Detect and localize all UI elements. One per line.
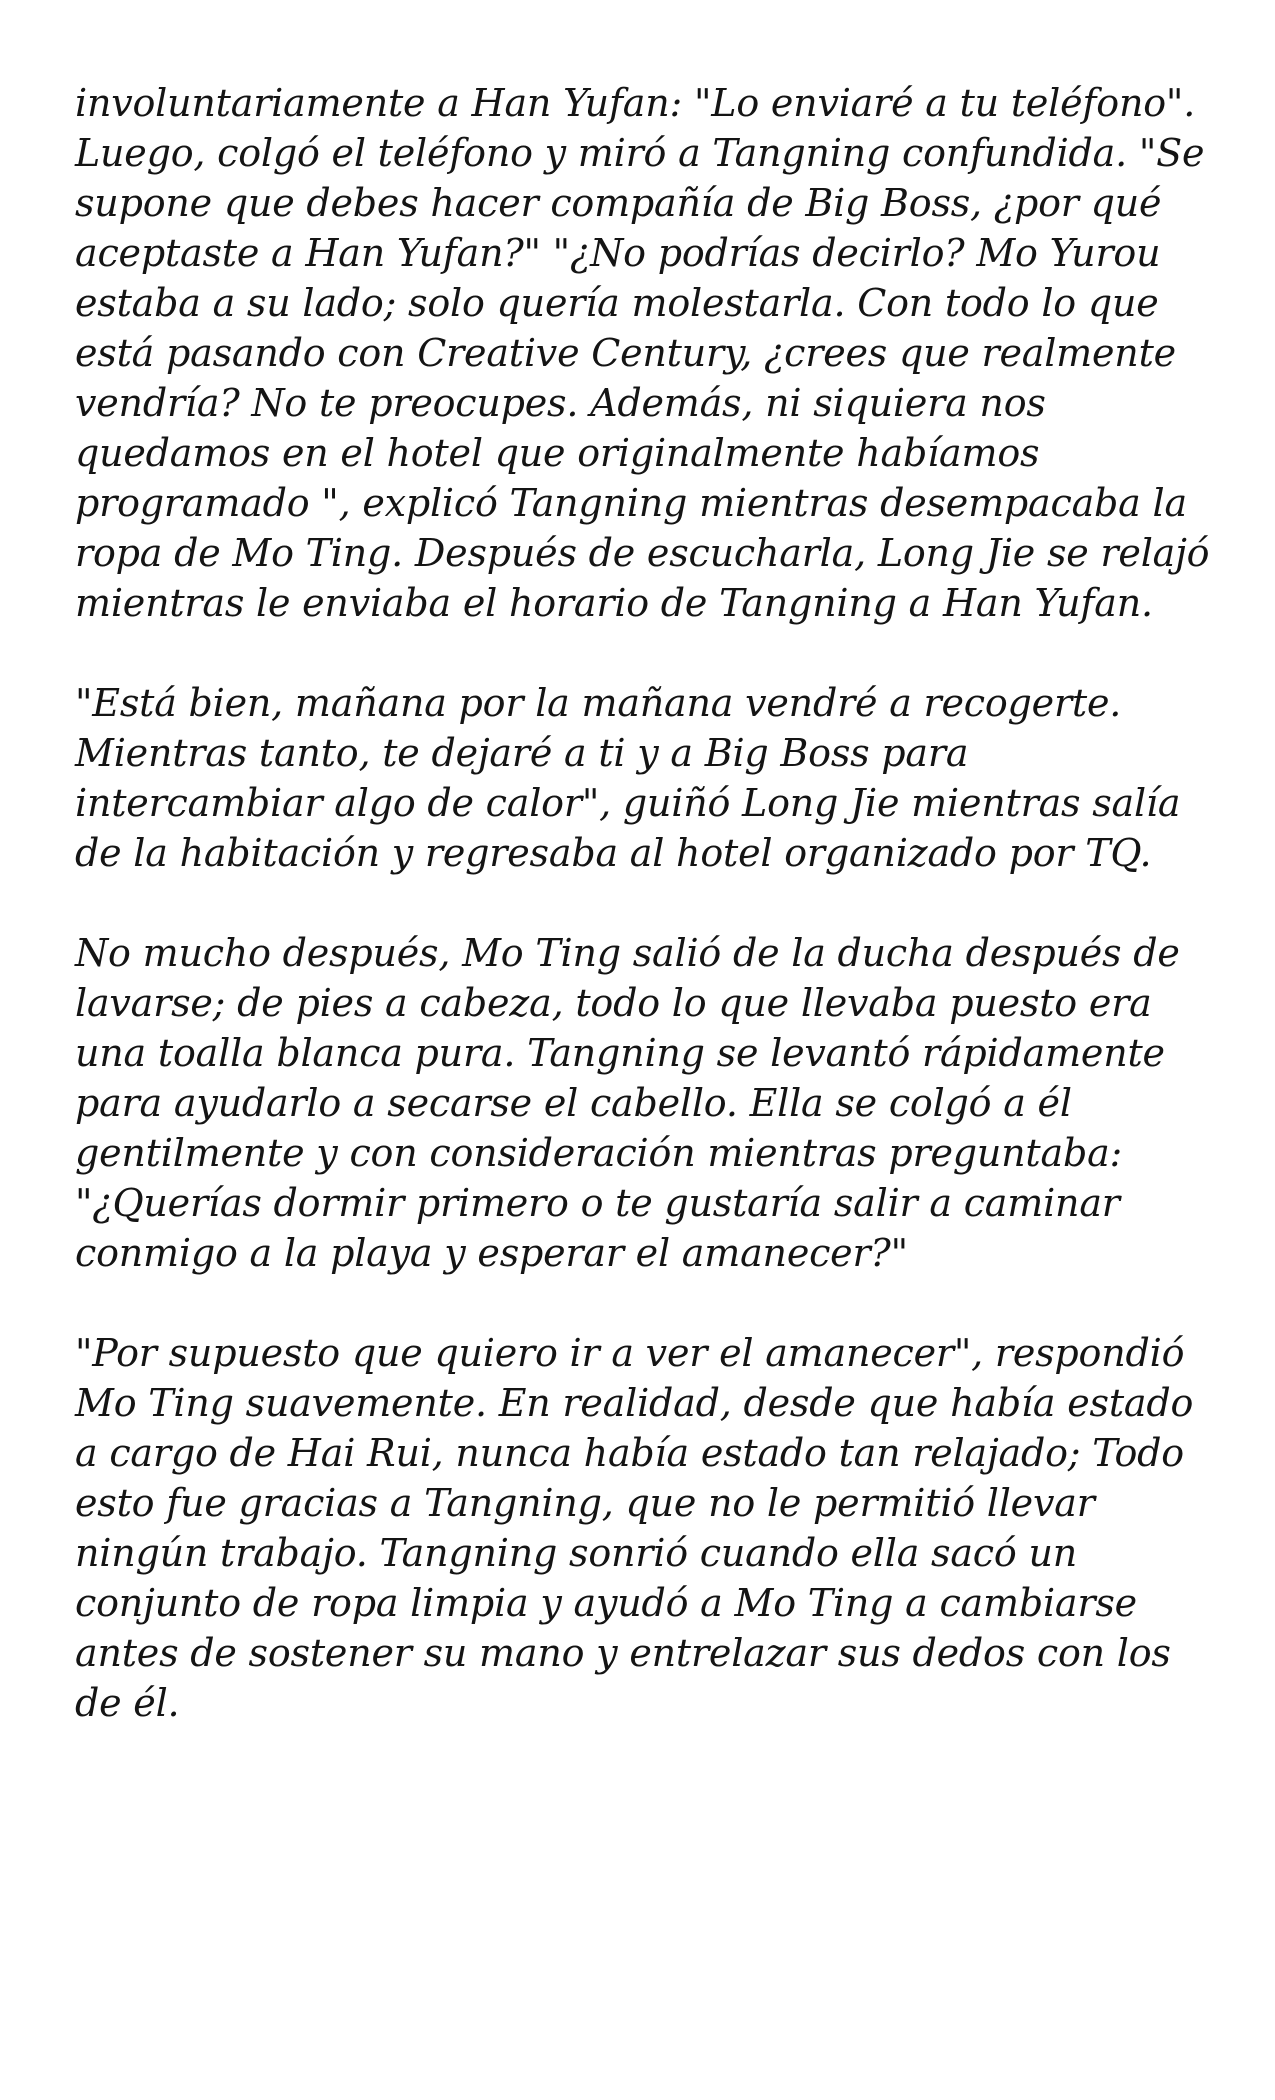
paragraph-1: involuntariamente a Han Yufan: "Lo enviaré a tu teléfono". Luego, colgó el teléfono y miró a Tangning confundida. "Se supone que debes hacer compañía de Big Boss, ¿por qué aceptaste a Han Yufan?" "¿No podrías decirlo? Mo Yurou estaba a su lado; solo quería molestarla. Con todo lo que está pasando con Creative Century, ¿crees que realmente vendría? No te preocupes. Además, ni siquiera nos quedamos en el hotel que originalmente habíamos programado ", explicó Tangning mientras desempacaba la ropa de Mo Ting. Después de escucharla, Long Jie se relajó mientras le enviaba el horario de Tangning a Han Yufan. (75, 81, 1210, 625)
paragraph-4: "Por supuesto que quiero ir a ver el amanecer", respondió Mo Ting suavemente. En realidad, desde que había estado a cargo de Hai Rui, nunca había estado tan relajado; Todo esto fue gracias a Tangning, que no le permitió llevar ningún trabajo. Tangning sonrió cuando ella sacó un conjunto de ropa limpia y ayudó a Mo Ting a cambiarse antes de sostener su mano y entrelazar sus dedos con los de él. (75, 1331, 1194, 1725)
paragraph-2: "Está bien, mañana por la mañana vendré a recogerte. Mientras tanto, te dejaré a ti y a Big Boss para intercambiar algo de calor", guiñó Long Jie mientras salía de la habitación y regresaba al hotel organizado por TQ. (75, 681, 1181, 875)
paragraph-3: No mucho después, Mo Ting salió de la ducha después de lavarse; de pies a cabeza, todo lo que llevaba puesto era una toalla blanca pura. Tangning se levantó rápidamente para ayudarlo a secarse el cabello. Ella se colgó a él gentilmente y con consideración mientras preguntaba: "¿Querías dormir primero o te gustaría salir a caminar conmigo a la playa y esperar el amanecer?" (75, 931, 1180, 1275)
